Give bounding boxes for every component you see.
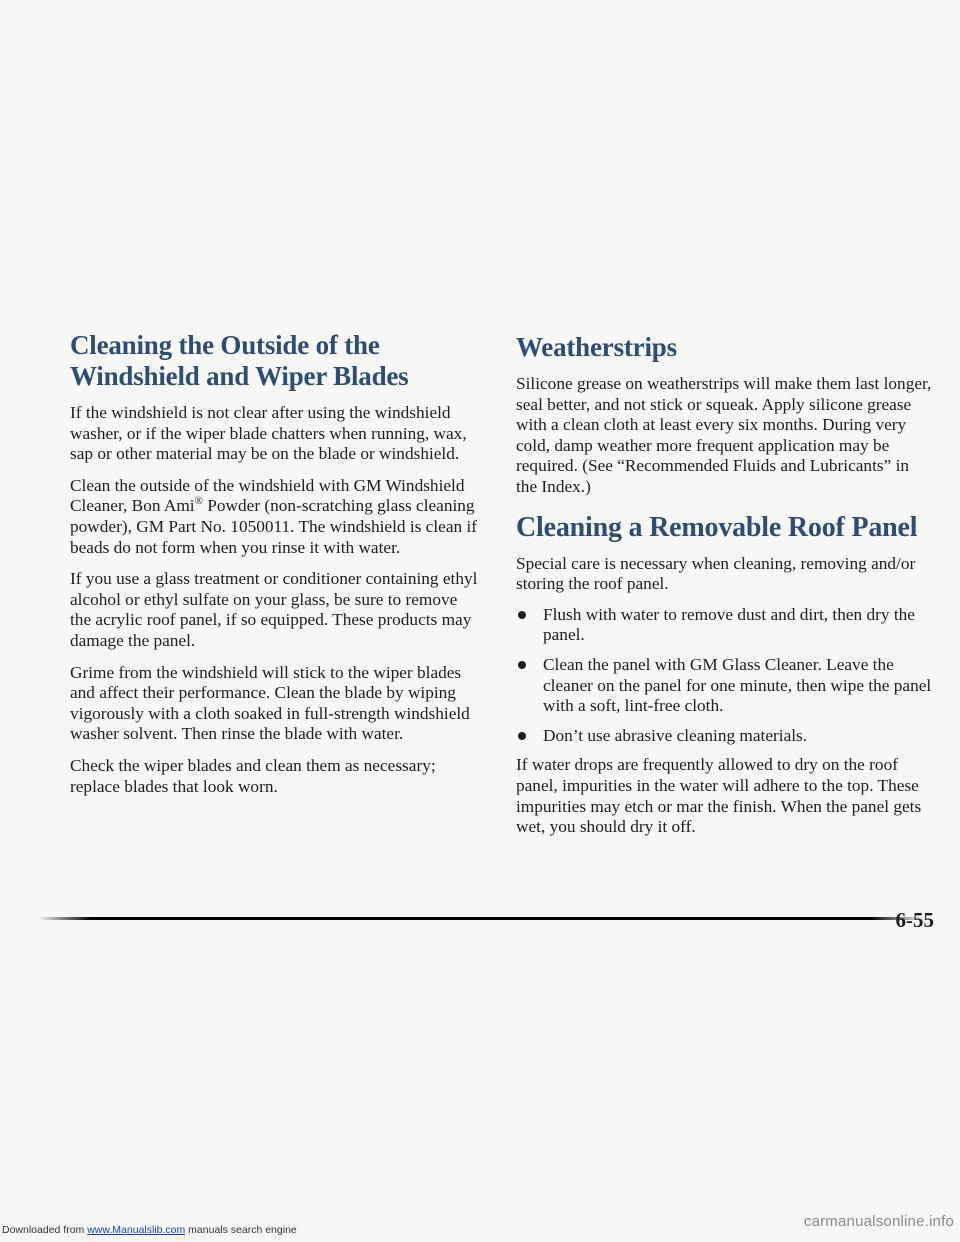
paragraph-windshield-cleaner (70, 476, 480, 558)
watermark: carmanualsonline.info (803, 1213, 954, 1230)
registered-mark: ® (194, 495, 203, 508)
paragraph-water-drops: If water drops are frequently allowed to dry on the roof panel, impurities in the water will adhere to the top. These impurities may etch or mar the finish. When the panel gets wet, you should dry it off. (516, 755, 922, 837)
paragraph-check-wipers: Check the wiper blades and clean them as necessary; replace blades that look worn. (70, 755, 436, 796)
bullet-icon (518, 611, 526, 619)
manualslib-link[interactable]: www.Manualslib.com (87, 1224, 186, 1236)
paragraph-wiper-grime: Grime from the windshield will stick to the wiper blades and affect their performance. Clean the blade by wiping vigorously with a cloth soaked in full-strength windshield washer solvent. Then rinse the blade with water. (70, 662, 470, 744)
section-heading-weatherstrips: Weatherstrips (516, 332, 677, 362)
paragraph-roof-panel-intro: Special care is necessary when cleaning, removing and/or storing the roof panel. (516, 553, 916, 594)
section-heading-roof-panel: Cleaning a Removable Roof Panel (516, 511, 918, 543)
list-item: Flush with water to remove dust and dirt, then dry the panel. (516, 605, 932, 646)
left-column (70, 328, 480, 797)
list-item: Don’t use abrasive cleaning materials. (516, 726, 932, 747)
download-header: Downloaded from www.Manualslib.com manuals search engine (2, 1224, 297, 1236)
section-heading-windshield: Cleaning the Outside of the Windshield and Wiper Blades (70, 330, 409, 391)
cleaner-text-post: Powder (non-scratching glass cleaning powder), GM Part No. 1050011. The windshield is clean if beads do not form when you rinse it with water. (70, 496, 478, 557)
bullet-icon (518, 661, 526, 669)
paragraph-glass-treatment: If you use a glass treatment or conditioner containing ethyl alcohol or ethyl sulfate on your glass, be sure to remove the acrylic roof panel, if so equipped. These products may damage the panel. (70, 569, 478, 650)
roof-panel-steps (516, 605, 932, 747)
list-item: Clean the panel with GM Glass Cleaner. Leave the cleaner on the panel for one minute, then wipe the panel with a soft, lint-free cloth. (516, 655, 932, 717)
bullet-icon (518, 732, 526, 740)
page-number: 6-55 (895, 908, 934, 932)
cleaner-text-pre: Clean the outside of the windshield with GM Windshield Cleaner, Bon Ami (70, 475, 465, 516)
paragraph-weatherstrips: Silicone grease on weatherstrips will make them last longer, seal better, and not stick or squeak. Apply silicone grease with a clean cloth at least every six months. During very cold, damp weather more frequent application may be required. (See “Recommended Fluids and Lubricants” in the Index.) (516, 374, 932, 496)
footer-rule (38, 917, 924, 920)
right-column (516, 328, 932, 838)
paragraph-windshield-intro: If the windshield is not clear after using the windshield washer, or if the wiper blade chatters when running, wax, sap or other material may be on the blade or windshield. (70, 403, 467, 464)
